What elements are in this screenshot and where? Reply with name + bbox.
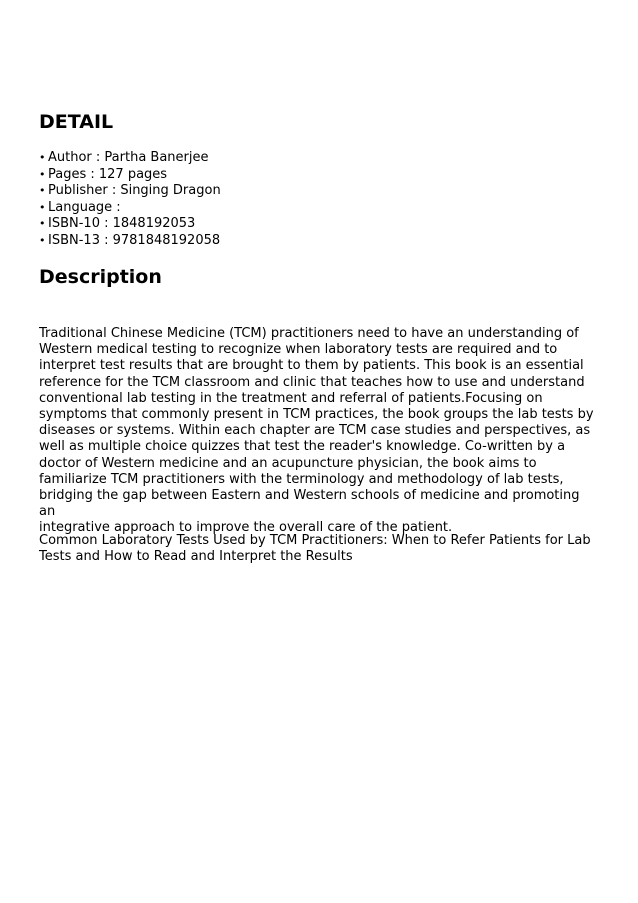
description-heading: Description: [39, 266, 162, 288]
detail-item-label: ISBN-10 : 1848192053: [48, 216, 196, 231]
description-body: Traditional Chinese Medicine (TCM) practitioners need to have an understanding of Western medical testing to recognize when laboratory tests are required and to interpret test results that are brought to them by patients. This book is an essential reference for the TCM classroom and clinic that teaches how to use and understand conventional lab testing in the treatment and referral of patients.Focusing on symptoms that commonly present in TCM practices, the book groups the lab tests by diseases or systems. Within each chapter are TCM case studies and perspectives, as well as multiple choice quizzes that test the reader's knowledge. Co-written by a doctor of Western medicine and an acupuncture physician, the book aims to familiarize TCM practitioners with the terminology and methodology of lab tests, bridging the gap between Eastern and Western schools of medicine and promoting an integrative approach to improve the overall care of the patient.: [39, 326, 594, 536]
book-full-title: Common Laboratory Tests Used by TCM Practitioners: When to Refer Patients for Lab Tests and How to Read and Interpret the Results: [39, 533, 591, 565]
bullet-icon: •: [39, 200, 46, 214]
detail-heading: DETAIL: [39, 111, 114, 133]
detail-item-language: [39, 200, 221, 217]
detail-list: [39, 150, 221, 249]
detail-item-isbn10: [39, 216, 221, 233]
detail-item-label: Author : Partha Banerjee: [48, 150, 209, 165]
detail-item-label: ISBN-13 : 9781848192058: [48, 232, 221, 248]
bullet-icon: •: [39, 217, 46, 230]
detail-item-label: Publisher : Singing Dragon: [48, 183, 221, 198]
detail-item-publisher: [39, 183, 221, 200]
detail-item-pages: [39, 167, 221, 184]
bullet-icon: •: [39, 184, 46, 197]
bullet-icon: •: [39, 151, 46, 164]
bullet-icon: •: [39, 233, 46, 247]
detail-item-author: [39, 150, 221, 167]
detail-item-label: Language :: [48, 199, 121, 215]
bullet-icon: •: [39, 167, 46, 181]
detail-item-label: Pages : 127 pages: [48, 166, 168, 182]
detail-item-isbn13: [39, 233, 221, 250]
